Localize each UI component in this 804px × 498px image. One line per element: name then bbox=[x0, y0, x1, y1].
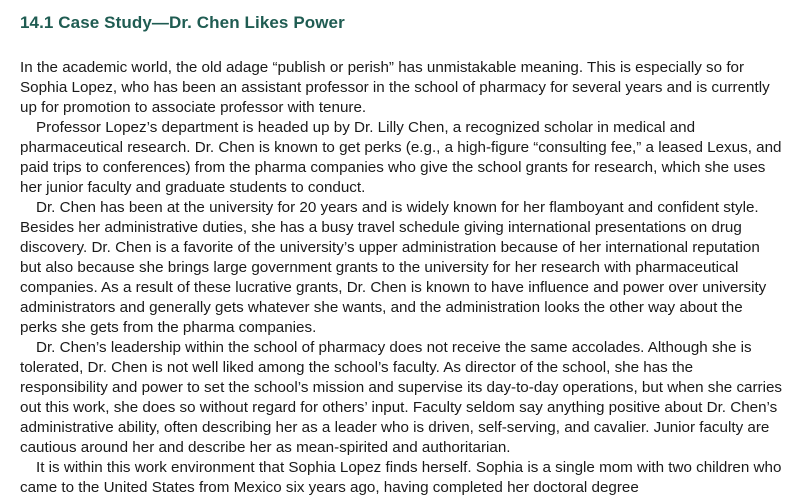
paragraph-2: Professor Lopez’s department is headed up by Dr. Lilly Chen, a recognized scholar in medical and pharmaceutical research. Dr. Chen is known to get perks (e.g., a high-figure “consulting fee,” a leased Lexus, and paid trips to conferences) from the pharma companies who give the school grants for research, which she uses her junior faculty and graduate students to conduct. bbox=[20, 119, 782, 196]
section-title: 14.1 Case Study—Dr. Chen Likes Power bbox=[20, 13, 345, 32]
paragraph-3: Dr. Chen has been at the university for 20 years and is widely known for her flamboyant and confident style. Besides her administrative duties, she has a busy travel schedule giving international presentations on drug discovery. Dr. Chen is a favorite of the university’s upper administration because of her international reputation but also because she brings large government grants to the university for her research with pharmaceutical companies. As a result of these lucrative grants, Dr. Chen is known to have influence and power over university administrators and generally gets whatever she wants, and the administration looks the other way about the perks she gets from the pharma companies. bbox=[20, 199, 767, 336]
paragraph-5: It is within this work environment that Sophia Lopez finds herself. Sophia is a single mom with two children who came to the United States from Mexico six years ago, having completed her doctoral degree bbox=[20, 459, 782, 496]
paragraph-1: In the academic world, the old adage “publish or perish” has unmistakable meaning. This is especially so for Sophia Lopez, who has been an assistant professor in the school of pharmacy for several years and is currently up for promotion to associate professor with tenure. bbox=[20, 59, 770, 116]
paragraph-4: Dr. Chen’s leadership within the school of pharmacy does not receive the same accolades. Although she is tolerated, Dr. Chen is not well liked among the school’s faculty. As director of the school, she has the responsibility and power to set the school’s mission and supervise its day-to-day operations, but when she carries out this work, she does so without regard for others’ input. Faculty seldom say anything positive about Dr. Chen’s administrative ability, often describing her as a leader who is driven, self-serving, and cavalier. Junior faculty are cautious around her and describe her as mean-spirited and authoritarian. bbox=[20, 339, 783, 456]
document-page bbox=[20, 0, 784, 498]
case-study-body bbox=[20, 58, 784, 498]
